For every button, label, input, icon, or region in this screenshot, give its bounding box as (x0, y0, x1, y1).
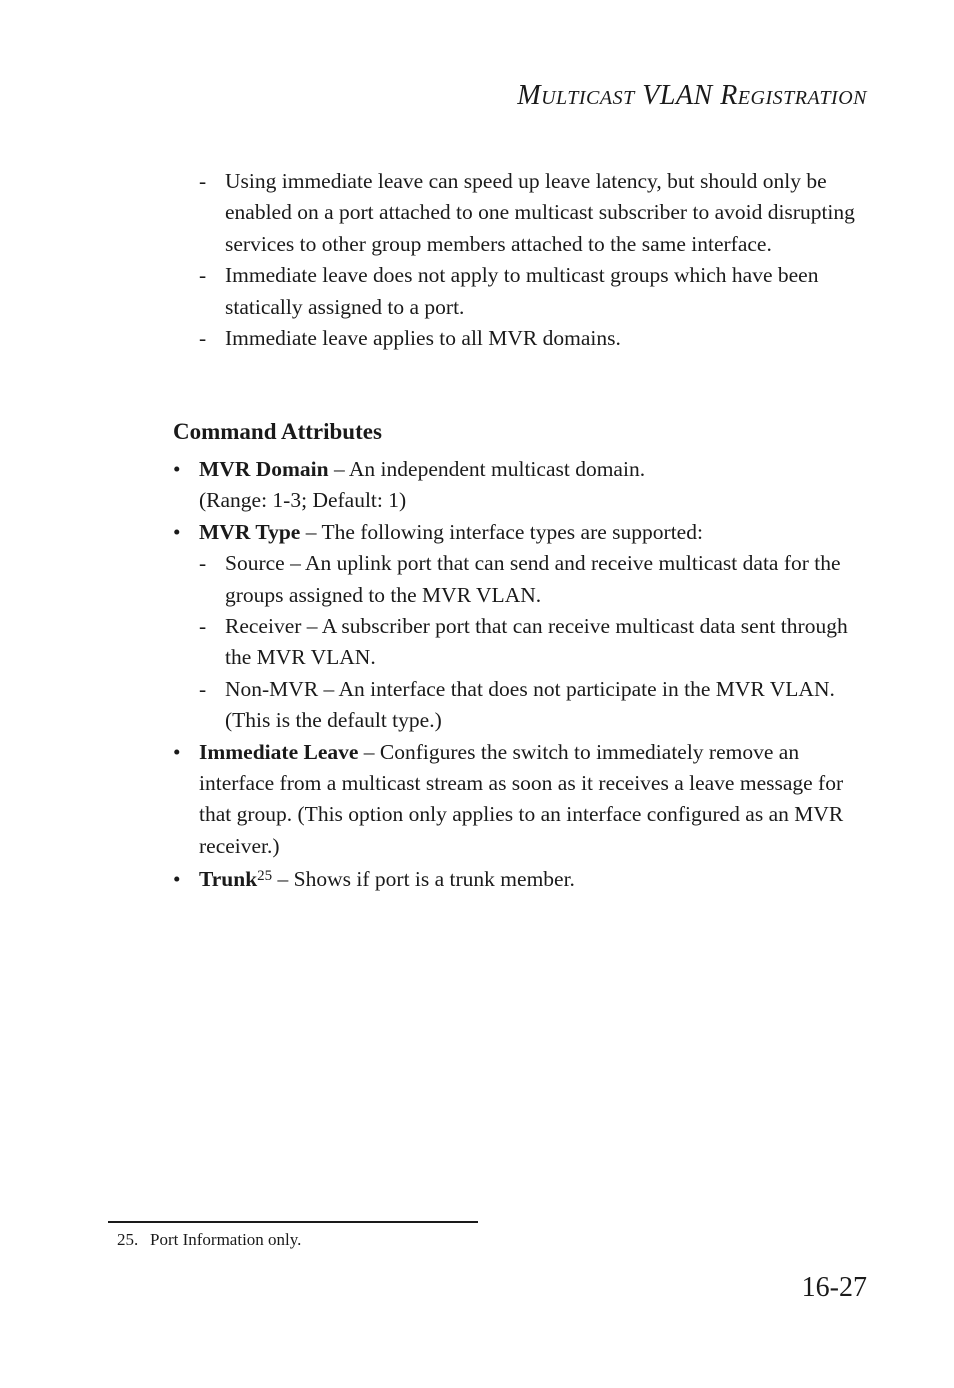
running-header (517, 80, 867, 112)
bullet-marker: • (173, 457, 181, 481)
list-item (199, 548, 869, 611)
list-item-text: Immediate leave applies to all MVR domains. (225, 326, 621, 351)
footnote-number: 25. (117, 1230, 139, 1249)
attribute-mvr-domain (173, 454, 869, 517)
attribute-list (173, 454, 869, 896)
attribute-range: (Range: 1-3; Default: 1) (199, 488, 407, 513)
list-item (199, 611, 869, 674)
dash-marker: - (199, 263, 207, 288)
attribute-label: MVR Domain (199, 457, 329, 481)
attribute-text: – Shows if port is a trunk member. (272, 867, 575, 892)
attribute-mvr-type (173, 517, 869, 737)
list-item (199, 323, 869, 354)
section-heading: Command Attributes (173, 419, 382, 444)
attribute-immediate-leave (173, 737, 869, 863)
header-egistration: EGISTRATION (737, 87, 867, 109)
attribute-text: – Configures the switch to immediately remove an interface from a multicast stream as soon as it receives a leave message for that group. (This option only applies to an interface configured as an MVR receiver.) (199, 739, 844, 858)
header-ulticast: ULTICAST (541, 87, 635, 109)
attribute-label: MVR Type (199, 519, 301, 544)
attribute-label: Immediate Leave (199, 739, 359, 764)
bullet-marker: • (173, 519, 181, 544)
list-item-text: Using immediate leave can speed up leave latency, but should only be enabled on a port attached to one multicast subscriber to avoid disrupting services to other group members attached to the same interface. (225, 169, 855, 256)
page-number: 16-27 (801, 1272, 867, 1303)
bullet-marker: • (173, 867, 181, 892)
list-item (199, 166, 869, 260)
dash-marker: - (199, 326, 207, 351)
list-item (199, 674, 869, 737)
dash-marker: - (199, 614, 207, 639)
list-item-text: Immediate leave does not apply to multicast groups which have been statically assigned to a port. (225, 263, 819, 319)
footnote (117, 1229, 301, 1251)
list-item-text: Non-MVR – An interface that does not participate in the MVR VLAN. (This is the default type.) (225, 676, 835, 733)
bullet-marker: • (173, 739, 181, 764)
header-r: R (720, 80, 738, 111)
header-vlan: VLAN (642, 80, 713, 111)
attribute-text: – An independent multicast domain. (328, 457, 646, 481)
attribute-text: – The following interface types are supported: (300, 519, 703, 544)
footnote-text: Port Information only. (150, 1230, 302, 1249)
list-item (199, 260, 869, 323)
list-item-text: Receiver – A subscriber port that can receive multicast data sent through the MVR VLAN. (225, 614, 848, 670)
dash-marker: - (199, 551, 207, 576)
list-item-text: Source – An uplink port that can send and receive multicast data for the groups assigned to the MVR VLAN. (225, 551, 841, 607)
dash-marker: - (199, 169, 207, 193)
footnote-divider (108, 1221, 478, 1223)
footnote-reference[interactable]: 25 (257, 868, 273, 885)
attribute-trunk (173, 864, 869, 895)
dash-marker: - (199, 676, 207, 701)
mvr-type-sub-list (199, 548, 869, 736)
attribute-label: Trunk (199, 867, 258, 892)
header-m: M (517, 80, 542, 111)
intro-dash-list (199, 166, 869, 354)
